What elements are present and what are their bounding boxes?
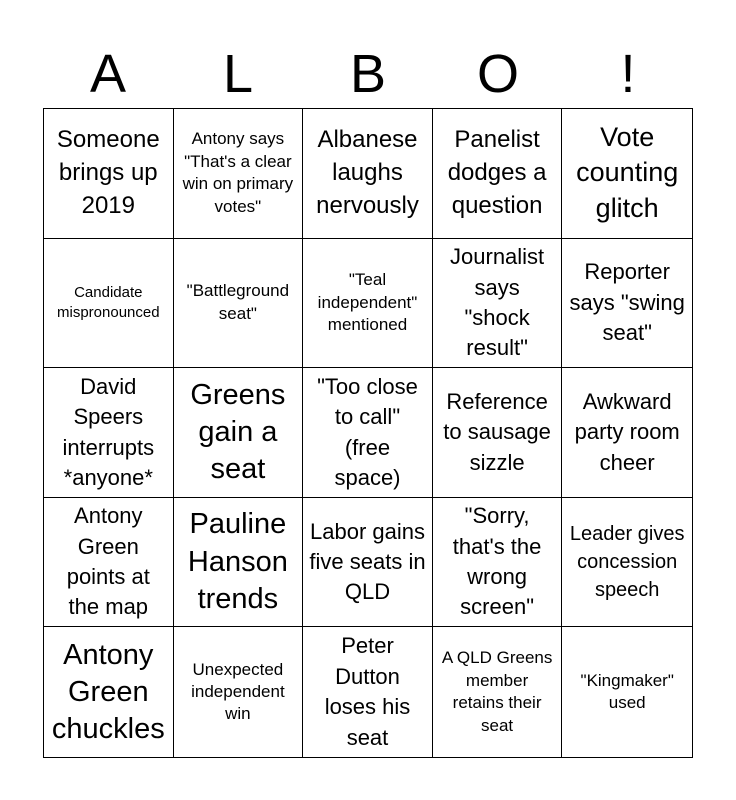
bingo-cell[interactable]	[44, 498, 174, 628]
bingo-cell-text: Albanese laughs nervously	[316, 126, 419, 219]
header-letter: B	[349, 44, 387, 104]
bingo-cell[interactable]	[433, 239, 563, 369]
header-letter: O	[476, 44, 519, 104]
bingo-cell-text: Peter Dutton loses his seat	[324, 633, 411, 750]
bingo-cell-text: Pauline Hanson trends	[187, 508, 288, 615]
bingo-cell-text: Greens gain a seat	[190, 378, 286, 486]
bingo-cell-text: Vote counting glitch	[576, 121, 679, 224]
bingo-cell[interactable]	[174, 627, 304, 757]
bingo-cell-text: "Kingmaker" used	[580, 670, 674, 713]
bingo-cell[interactable]	[303, 239, 433, 369]
bingo-cell-text: Awkward party room cheer	[574, 388, 680, 475]
bingo-cell[interactable]	[433, 498, 563, 628]
bingo-cell[interactable]	[174, 239, 304, 369]
bingo-cell-text: Antony Green points at the map	[66, 503, 150, 620]
bingo-cell-text: Someone brings up 2019	[56, 126, 160, 219]
bingo-cell-text: "Too close to call" (free space)	[317, 373, 418, 490]
bingo-board	[43, 108, 693, 758]
bingo-cell[interactable]	[44, 239, 174, 369]
bingo-cell-text: Reporter says "swing seat"	[569, 259, 685, 346]
bingo-cell[interactable]	[562, 239, 692, 369]
bingo-cell-text: Candidate mispronounced	[57, 284, 160, 321]
bingo-cell[interactable]	[303, 498, 433, 628]
bingo-cell-text: Reference to sausage sizzle	[443, 388, 551, 475]
bingo-cell-text: Leader gives concession speech	[569, 523, 685, 602]
header-letter: !	[620, 44, 636, 104]
bingo-cell[interactable]	[44, 368, 174, 498]
bingo-cell-text: Unexpected independent win	[191, 659, 285, 724]
bingo-cell-text: Antony Green chuckles	[51, 638, 165, 745]
bingo-cell[interactable]	[433, 109, 563, 239]
bingo-cell[interactable]	[433, 627, 563, 757]
bingo-cell-text: Journalist says "shock result"	[450, 244, 545, 361]
bingo-cell[interactable]	[562, 368, 692, 498]
bingo-cell-text: "Battleground seat"	[186, 281, 290, 323]
bingo-cell-text: Antony says "That's a clear win on primary votes"	[182, 129, 294, 216]
bingo-cell[interactable]	[174, 109, 304, 239]
bingo-cell[interactable]	[303, 368, 433, 498]
bingo-cell-text: "Sorry, that's the wrong screen"	[452, 503, 542, 620]
header-letter: A	[89, 44, 127, 104]
bingo-cell-text: Panelist dodges a question	[447, 126, 547, 219]
header-letter: L	[222, 44, 254, 104]
bingo-cell-text: Labor gains five seats in QLD	[309, 518, 426, 605]
bingo-cell-text: David Speers interrupts *anyone*	[62, 373, 155, 490]
bingo-cell[interactable]	[562, 627, 692, 757]
bingo-cell-text: "Teal independent" mentioned	[317, 270, 418, 335]
bingo-cell[interactable]	[174, 498, 304, 628]
bingo-cell[interactable]	[174, 368, 304, 498]
bingo-cell[interactable]	[44, 109, 174, 239]
bingo-header	[43, 40, 693, 108]
bingo-cell[interactable]	[433, 368, 563, 498]
bingo-cell[interactable]	[303, 627, 433, 757]
bingo-cell[interactable]	[303, 109, 433, 239]
bingo-cell[interactable]	[44, 627, 174, 757]
bingo-cell-text: A QLD Greens member retains their seat	[441, 648, 553, 735]
bingo-cell[interactable]	[562, 109, 692, 239]
bingo-cell[interactable]	[562, 498, 692, 628]
